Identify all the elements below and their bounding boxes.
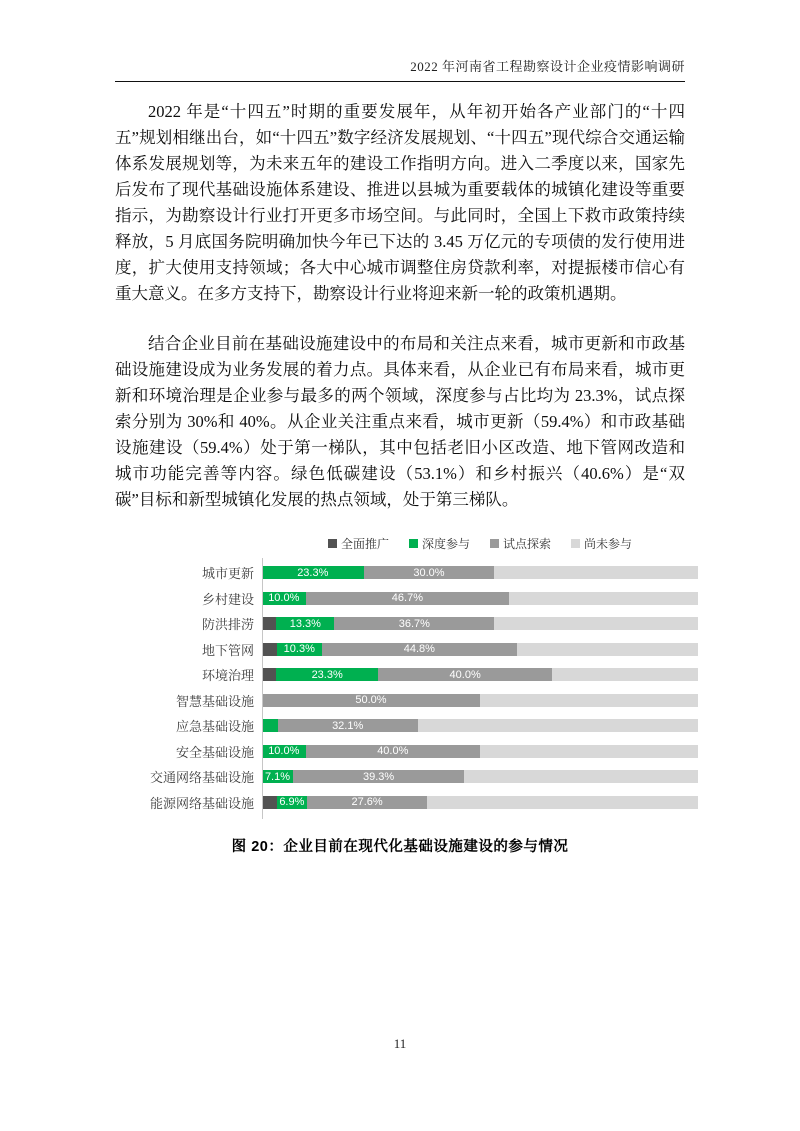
chart-legend	[262, 535, 698, 552]
bar-segment: 23.3%	[276, 668, 378, 681]
bar-segment: 10.0%	[262, 745, 306, 758]
bar-segment: 30.0%	[364, 566, 495, 579]
bar-segment: 46.7%	[306, 592, 510, 605]
bar-segment	[262, 719, 278, 732]
category-label: 智慧基础设施	[175, 693, 254, 709]
bar-segment	[480, 745, 698, 758]
bar-segment: 13.3%	[276, 617, 334, 630]
bar-segment: 40.0%	[378, 668, 552, 681]
category-label: 能源网络基础设施	[150, 795, 255, 811]
chart-row	[150, 713, 698, 739]
body-paragraph-1: 2022 年是“十四五”时期的重要发展年，从年初开始各产业部门的“十四五”规划相继出台，如“十四五”数字经济发展规划、“十四五”现代综合交通运输体系发展规划等，为未来五年的建设工作指明方向。进入二季度以来，国家先后发布了现代基础设施体系建设、推进以县城为重要载体的城镇化建设等重要指示，为勘察设计行业打开更多市场空间。与此同时，全国上下救市政策持续释放，5 月底国务院明确加快今年已下达的 3.45 万亿元的专项债的发行使用进度，扩大使用支持领域；各大中心城市调整住房贷款利率，对提振楼市信心有重大意义。在多方支持下，勘察设计行业将迎来新一轮的政策机遇期。	[115, 102, 685, 303]
participation-bar-chart	[150, 535, 698, 819]
chart-row	[150, 611, 698, 637]
bar-segment	[262, 617, 276, 630]
category-label: 交通网络基础设施	[150, 770, 255, 786]
bar-track	[262, 770, 698, 783]
header-title: 2022 年河南省工程勘察设计企业疫情影响调研	[410, 59, 685, 74]
bar-segment: 7.1%	[262, 770, 293, 783]
bar-segment: 10.0%	[262, 592, 306, 605]
bar-segment	[262, 668, 276, 681]
chart-row	[150, 637, 698, 663]
bar-track	[262, 719, 698, 732]
bar-track	[262, 643, 698, 656]
legend-swatch-icon	[328, 539, 337, 548]
chart-rows	[150, 560, 698, 819]
category-label: 环境治理	[201, 668, 254, 684]
chart-row	[150, 688, 698, 714]
chart-row	[150, 764, 698, 790]
bar-segment: 36.7%	[334, 617, 494, 630]
figure-caption: 图 20：企业目前在现代化基础设施建设的参与情况	[231, 839, 569, 855]
chart-row	[150, 560, 698, 586]
chart-row	[150, 739, 698, 765]
body-paragraph-2: 结合企业目前在基础设施建设中的布局和关注点来看，城市更新和市政基础设施建设成为业务发展的着力点。具体来看，从企业已有布局来看，城市更新和环境治理是企业参与最多的两个领域，深度参与占比均为 23.3%，试点探索分别为 30%和 40%。从企业关注重点来看，城市更新（59.4%）和市政基础设施建设（59.4%）处于第一梯队，其中包括老旧小区改造、地下管网改造和城市功能完善等内容。绿色低碳建设（53.1%）和乡村振兴（40.6%）是“双碳”目标和新型城镇化发展的热点领域，处于第三梯队。	[115, 334, 685, 509]
chart-row	[150, 790, 698, 816]
legend-item	[571, 535, 632, 552]
bar-segment: 44.8%	[322, 643, 517, 656]
chart-row	[150, 662, 698, 688]
legend-label: 尚未参与	[584, 537, 633, 551]
bar-segment: 50.0%	[262, 694, 480, 707]
bar-segment	[552, 668, 698, 681]
bar-segment	[494, 617, 698, 630]
bar-segment	[464, 770, 698, 783]
page-header	[115, 0, 685, 82]
bar-segment	[480, 694, 698, 707]
bar-segment: 6.9%	[277, 796, 307, 809]
bar-segment	[494, 566, 698, 579]
bar-segment: 23.3%	[262, 566, 364, 579]
bar-track	[262, 617, 698, 630]
legend-item	[409, 535, 470, 552]
bar-track	[262, 745, 698, 758]
category-label: 应急基础设施	[175, 719, 254, 735]
bar-segment	[427, 796, 698, 809]
legend-item	[490, 535, 551, 552]
bar-segment	[517, 643, 698, 656]
bar-segment: 32.1%	[278, 719, 418, 732]
category-label: 防洪排涝	[201, 617, 254, 633]
bar-segment	[509, 592, 698, 605]
bar-segment: 39.3%	[293, 770, 464, 783]
bar-track	[262, 566, 698, 579]
bar-segment: 27.6%	[307, 796, 427, 809]
bar-segment	[418, 719, 698, 732]
category-label: 城市更新	[201, 566, 254, 582]
legend-swatch-icon	[409, 539, 418, 548]
page-content	[115, 99, 685, 513]
page-number: 11	[393, 1036, 407, 1051]
legend-swatch-icon	[571, 539, 580, 548]
bar-segment: 10.3%	[277, 643, 322, 656]
category-label: 乡村建设	[201, 591, 254, 607]
category-label: 安全基础设施	[175, 744, 254, 760]
bar-segment	[262, 796, 277, 809]
legend-label: 试点探索	[503, 537, 552, 551]
bar-segment: 40.0%	[306, 745, 480, 758]
legend-label: 深度参与	[421, 537, 470, 551]
bar-track	[262, 668, 698, 681]
bar-track	[262, 796, 698, 809]
bar-segment	[262, 643, 277, 656]
bar-track	[262, 592, 698, 605]
legend-label: 全面推广	[340, 537, 389, 551]
chart-row	[150, 586, 698, 612]
legend-item	[328, 535, 389, 552]
category-label: 地下管网	[201, 642, 254, 658]
bar-track	[262, 694, 698, 707]
legend-swatch-icon	[490, 539, 499, 548]
